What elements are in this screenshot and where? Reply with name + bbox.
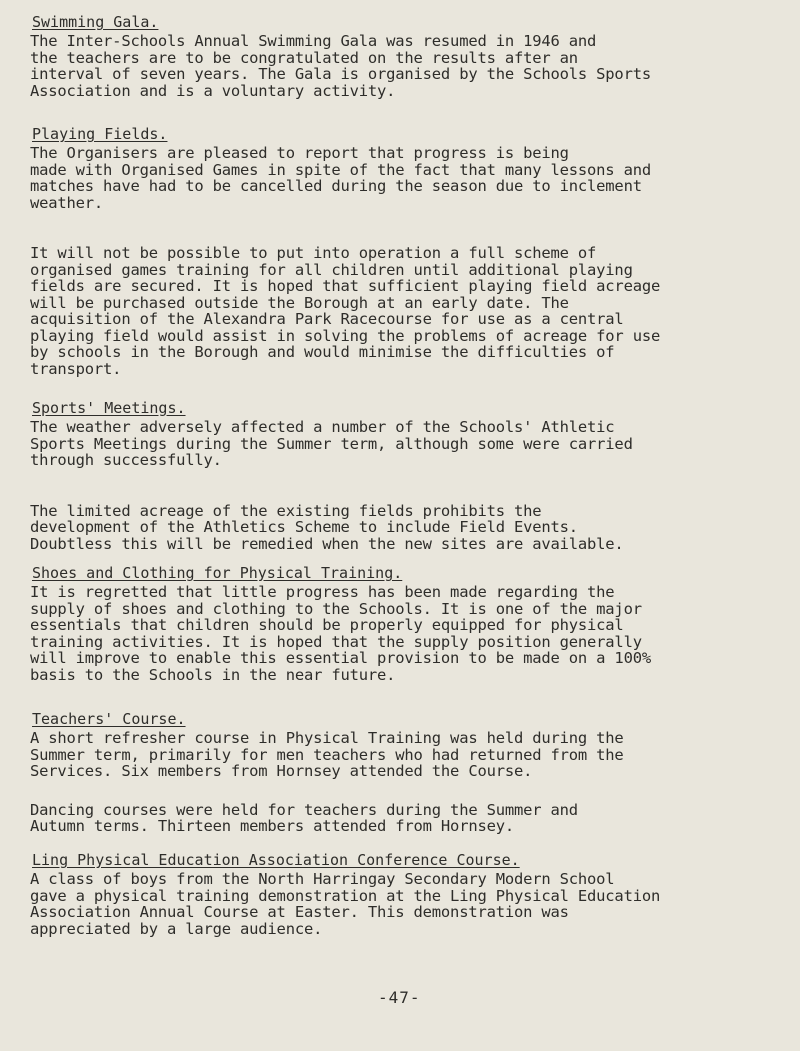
section-playing-fields xyxy=(30,124,775,377)
section-shoes-clothing xyxy=(30,563,775,683)
heading-shoes-clothing: Shoes and Clothing for Physical Training. xyxy=(32,564,403,582)
heading-swimming-gala: Swimming Gala. xyxy=(32,13,159,31)
paragraph-playing-fields-1: The Organisers are pleased to report that progress is being made with Organised Games in spite of the fact that many lessons and matches have had to be cancelled during the season due to inclement weather. xyxy=(30,144,651,212)
section-teachers-course xyxy=(30,709,775,835)
paragraph-playing-fields-2: It will not be possible to put into operation a full scheme of organised games training for all children until additional playing fields are secured. It is hoped that sufficient playing field acreage will be purchased outside the Borough at an early date. The acquisition of the Alexandra Park Racecourse for use as a central playing field would assist in solving the problems of acreage for use by schools in the Borough and would minimise the difficulties of transport. xyxy=(30,244,661,378)
section-ling-conference xyxy=(30,850,775,937)
heading-playing-fields: Playing Fields. xyxy=(32,125,168,143)
section-sports-meetings xyxy=(30,398,775,552)
paragraph-shoes-clothing: It is regretted that little progress has been made regarding the supply of shoes and clothing to the Schools. It is one of the major essentials that children should be properly equipped for physical training activities. It is hoped that the supply position generally will improve to enable this essential provision to be made on a 100% basis to the Schools in the near future. xyxy=(30,583,651,684)
heading-ling-conference: Ling Physical Education Association Conference Course. xyxy=(32,851,520,869)
heading-teachers-course: Teachers' Course. xyxy=(32,710,186,728)
paragraph-teachers-course-1: A short refresher course in Physical Training was held during the Summer term, primarily for men teachers who had returned from the Services. Six members from Hornsey attended the Course. xyxy=(30,729,624,780)
paragraph-ling-conference: A class of boys from the North Harringay Secondary Modern School gave a physical training demonstration at the Ling Physical Education Association Annual Course at Easter. This demonstration was appreciated by a large audience. xyxy=(30,870,661,938)
page-number: -47- xyxy=(378,988,421,1007)
paragraph-swimming-gala: The Inter-Schools Annual Swimming Gala was resumed in 1946 and the teachers are to be congratulated on the results after an interval of seven years. The Gala is organised by the Schools Sports Association and is a voluntary activity. xyxy=(30,32,651,100)
heading-sports-meetings: Sports' Meetings. xyxy=(32,399,186,417)
paragraph-sports-meetings-1: The weather adversely affected a number of the Schools' Athletic Sports Meetings during the Summer term, although some were carried through successfully. xyxy=(30,418,633,469)
paragraph-teachers-course-2: Dancing courses were held for teachers during the Summer and Autumn terms. Thirteen members attended from Hornsey. xyxy=(30,800,578,835)
section-swimming-gala xyxy=(30,12,775,99)
paragraph-sports-meetings-2: The limited acreage of the existing fields prohibits the development of the Athletics Scheme to include Field Events. Doubtless this will be remedied when the new sites are available. xyxy=(30,501,624,553)
